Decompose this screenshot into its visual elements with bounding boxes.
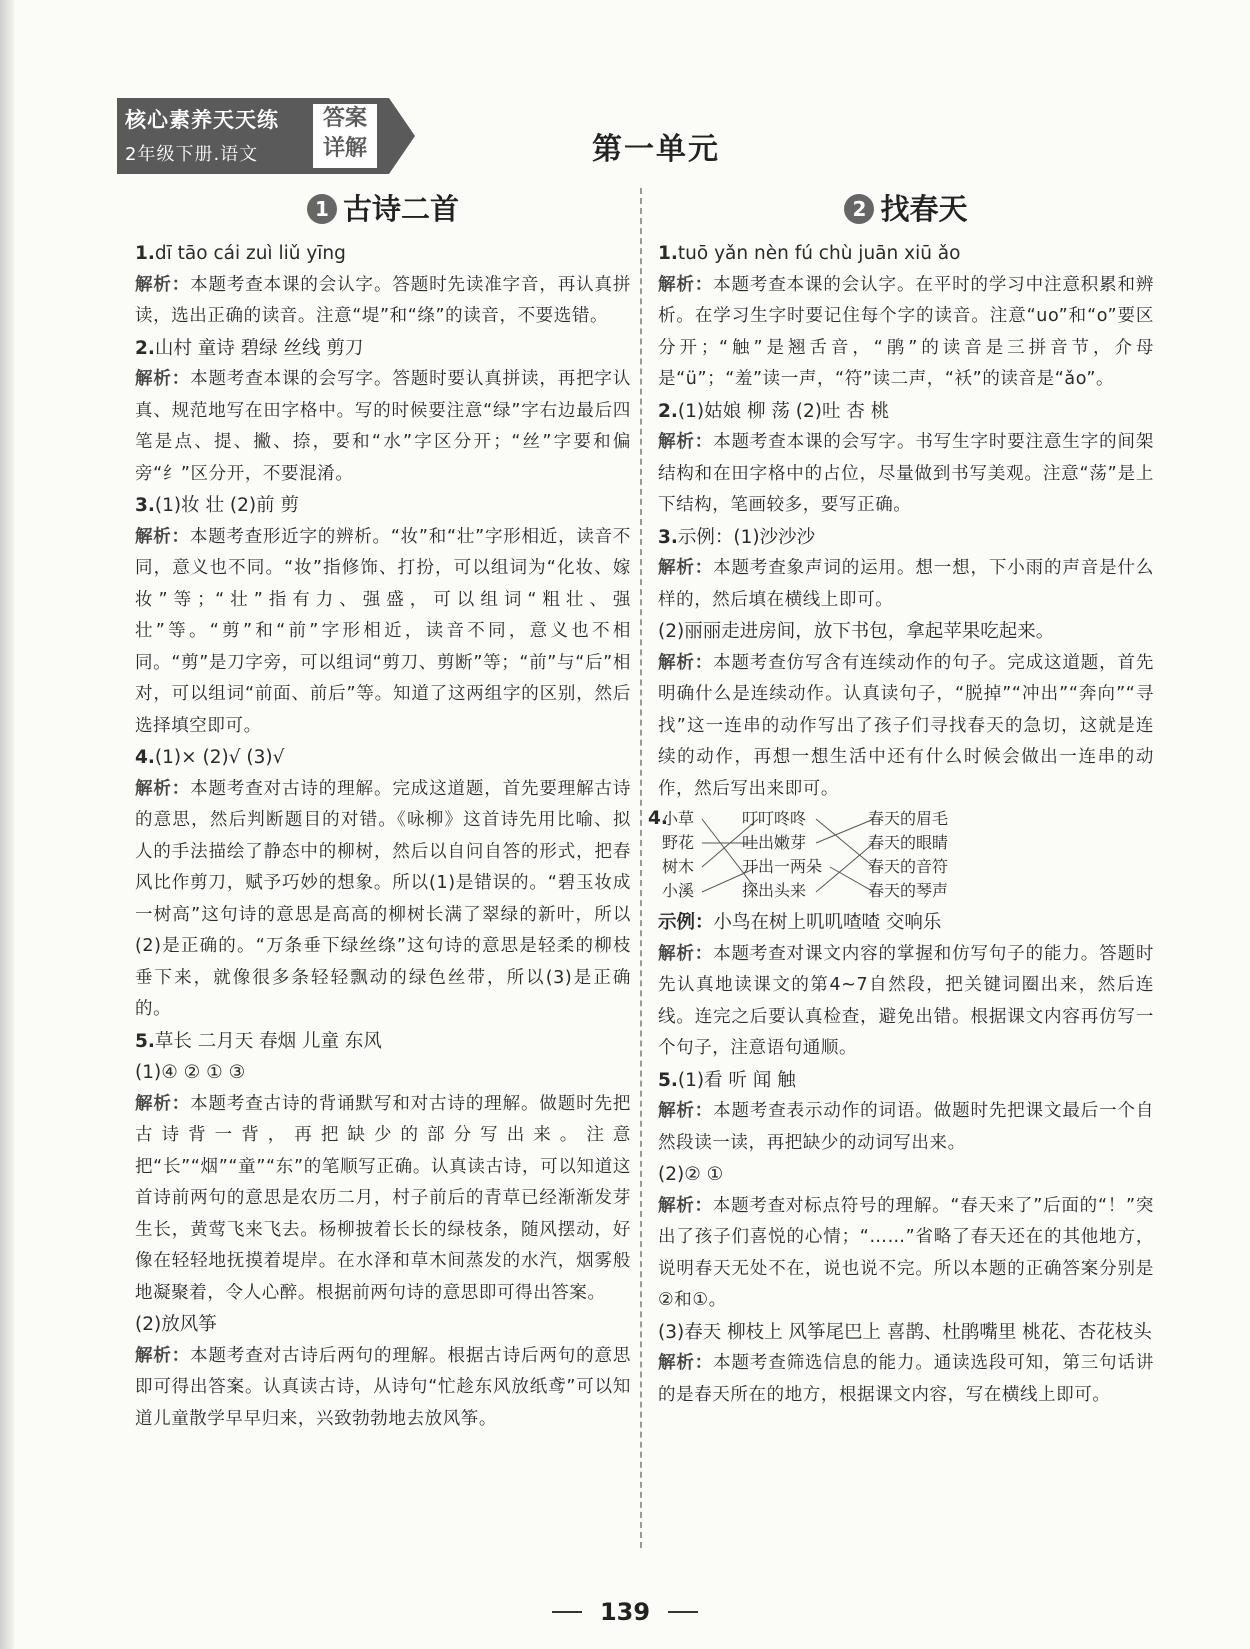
analysis-4	[658, 939, 1154, 1065]
analysis-tag: 解析：	[135, 369, 191, 389]
analysis-2	[658, 427, 1154, 522]
match-left-item: 野花	[662, 833, 695, 852]
analysis-text: 本题考查本课的会写字。书写生字时要注意生字的间架结构和在田字格中的占位，尽量做到书写美观。注意“荡”是上下结构，笔画较多，要写正确。	[658, 432, 1154, 515]
brand-banner	[117, 98, 415, 174]
analysis-5-2	[658, 1191, 1154, 1317]
analysis-tag: 解析：	[658, 274, 714, 295]
matching-exercise	[648, 807, 1154, 907]
analysis-tag: 解析：	[135, 778, 191, 799]
analysis-5-2	[135, 1341, 631, 1436]
analysis-text: 本题考查对标点符号的理解。“春天来了”后面的“！”突出了孩子们喜悦的心情；“……”省略了春天还在的其他地方，说明春天无处不在，说也说不完。所以本题的正确答案分别是②和①。	[658, 1195, 1154, 1310]
question-5-part-2: (2)② ①	[658, 1164, 724, 1185]
question-answer: (1)看 听 闻 触	[677, 1069, 796, 1091]
analysis-tag: 解析：	[658, 1195, 713, 1216]
match-line	[816, 819, 874, 843]
analysis-5-3	[658, 1348, 1154, 1411]
analysis-tag: 解析：	[658, 432, 714, 452]
question-answer: 示例：(1)沙沙沙	[677, 526, 816, 548]
match-line	[816, 843, 874, 892]
brand-subtitle: 2年级下册.语文	[125, 144, 259, 165]
question-answer: 山村 童诗 碧绿 丝线 剪刀	[154, 337, 364, 359]
page-footer	[0, 1598, 1250, 1626]
analysis-text: 本题考查象声词的运用。想一想，下小雨的声音是什么样的，然后填在横线上即可。	[658, 558, 1154, 610]
analysis-2	[135, 364, 631, 490]
question-5-part-3: (3)春天 柳枝上 风筝尾巴上 喜鹊、杜鹃嘴里 桃花、杏花枝头	[658, 1321, 1152, 1343]
footer-dash-left	[552, 1611, 582, 1613]
question-number: 2.	[135, 337, 155, 359]
analysis-tag: 解析：	[135, 526, 190, 547]
match-right-item: 春天的眼睛	[868, 833, 949, 852]
analysis-3	[135, 522, 631, 743]
analysis-3-2	[658, 648, 1154, 806]
analysis-text: 本题考查形近字的辨析。“妆”和“壮”字形相近，读音不同，意义也不同。“妆”指修饰、打扮，可以组词为“化妆、嫁妆”等；“壮”指有力、强盛，可以组词“粗壮、强壮”等。“剪”和“前”字形相近，读音不同，意义也不相同。“剪”是刀字旁，可以组词“剪刀、剪断”等；“前”与“后”相对，可以组词“前面、前后”等。知道了这两组字的区别，然后选择填空即可。	[135, 526, 631, 736]
lesson-title-2	[658, 186, 1154, 232]
analysis-1	[135, 270, 631, 333]
analysis-text: 本题考查本课的会认字。在平时的学习中注意积累和辨析。在学习生字时要记住每个字的读音。注意“uo”和“o”要区分开；“触”是翘舌音，“鹃”的读音是三拼音节，介母是“ü”；“羞”读一声，“符”读二声，“袄”的读音是“ǎo”。	[658, 274, 1154, 389]
analysis-text: 本题考查仿写含有连续动作的句子。完成这道题，首先明确什么是连续动作。认真读句子，“脱掉”“冲出”“奔向”“寻找”这一连串的动作写出了孩子们寻找春天的急切，这就是连续的动作，再想一想生活中还有什么时候会做出一连串的动作，然后写出来即可。	[658, 652, 1154, 799]
question-1	[135, 238, 631, 270]
question-answer: (1)× (2)√ (3)√	[154, 747, 285, 768]
analysis-1	[658, 270, 1154, 396]
analysis-5-1	[135, 1089, 631, 1310]
question-5-part-2: (2)放风筝	[135, 1314, 217, 1335]
question-3-part-2: (2)丽丽走进房间，放下书包，拿起苹果吃起来。	[658, 621, 1055, 642]
right-column	[648, 186, 1154, 1411]
analysis-3-1	[658, 553, 1154, 616]
question-3	[658, 522, 1154, 554]
match-mid-item: 吐出嫩芽	[742, 833, 807, 852]
analysis-text: 本题考查对古诗的理解。完成这道题，首先要理解古诗的意思，然后判断题目的对错。《咏柳》这首诗先用比喻、拟人的手法描绘了静态中的柳树，然后以自问自答的形式，把春风比作剪刀，赋予巧妙的想象。所以(1)是错误的。“碧玉妆成一树高”这句诗的意思是高高的柳树长满了翠绿的新叶，所以(2)是正确的。“万条垂下绿丝绦”这句诗的意思是轻柔的柳枝垂下来，就像很多条轻轻飘动的绿色丝带，所以(3)是正确的。	[135, 778, 631, 1019]
analysis-text: 本题考查对古诗后两句的理解。根据古诗后两句的意思即可得出答案。认真读古诗，从诗句“忙趁东风放纸鸢”可以知道儿童散学早早归来，兴致勃勃地去放风筝。	[135, 1345, 631, 1429]
answer-badge-top: 答案	[322, 106, 367, 131]
lesson-title-text: 找春天	[880, 192, 968, 226]
question-number: 5.	[135, 1030, 155, 1052]
analysis-text: 本题考查本课的会认字。答题时先读准字音，再认真拼读，选出正确的读音。注意“堤”和“绦”的读音，不要选错。	[135, 274, 631, 326]
question-number: 3.	[658, 526, 678, 548]
question-answer: tuō yǎn nèn fú chù juān xiū ǎo	[677, 243, 961, 264]
analysis-text: 本题考查本课的会写字。答题时要认真拼读，再把字认真、规范地写在田字格中。写的时候要注意“绿”字右边最后四笔是点、提、撇、捺，要和“水”字区分开；“丝”字要和偏旁“纟”区分开，不要混淆。	[135, 369, 631, 484]
lesson-number-badge: 1	[307, 194, 337, 224]
analysis-tag: 解析：	[658, 1101, 714, 1121]
analysis-4	[135, 774, 631, 1026]
page-edge-shadow	[0, 0, 14, 1649]
example-tag: 示例：	[658, 912, 714, 933]
analysis-tag: 解析：	[658, 652, 714, 673]
question-number: 4.	[135, 747, 155, 768]
brand-arrow	[389, 98, 415, 174]
match-mid-item: 探出头来	[742, 881, 807, 900]
question-answer: (1)妆 壮 (2)前 剪	[154, 495, 299, 516]
question-number: 1.	[135, 243, 155, 264]
analysis-text: 本题考查表示动作的词语。做题时先把课文最后一个自然段读一读，再把缺少的动词写出来。	[658, 1101, 1154, 1153]
question-2	[658, 396, 1154, 428]
question-answer: 草长 二月天 春烟 儿童 东风	[154, 1030, 382, 1052]
answer-badge-bottom: 详解	[322, 136, 367, 161]
analysis-text: 本题考查古诗的背诵默写和对古诗的理解。做题时先把古诗背一背，再把缺少的部分写出来。注意把“长”“烟”“童”“东”的笔顺写正确。认真读古诗，可以知道这首诗前两句的意思是农历二月，村子前后的青草已经渐渐发芽生长，黄莺飞来飞去。杨柳披着长长的绿枝条，随风摆动，好像在轻轻地抚摸着堤岸。在水泽和草木间蒸发的水汽，烟雾般地凝聚着，令人心醉。根据前两句诗的意思即可得出答案。	[135, 1093, 631, 1303]
lesson-title-1	[135, 186, 631, 232]
analysis-tag: 解析：	[658, 558, 714, 578]
page-number: 139	[599, 1598, 651, 1626]
unit-title: 第一单元	[592, 132, 720, 167]
question-4	[135, 742, 631, 774]
match-right-item: 春天的琴声	[868, 881, 949, 900]
question-5	[658, 1065, 1154, 1097]
match-left-item: 小草	[662, 809, 695, 828]
lesson-number-badge: 2	[844, 194, 874, 224]
question-1	[658, 238, 1154, 270]
match-mid-item: 开出一两朵	[742, 857, 823, 876]
analysis-tag: 解析：	[658, 943, 714, 964]
question-5-part-1: (1)④ ② ① ③	[135, 1062, 246, 1083]
match-line	[816, 819, 874, 867]
question-number: 1.	[658, 243, 678, 264]
lesson-title-text: 古诗二首	[342, 192, 459, 226]
question-number: 2.	[658, 400, 678, 422]
analysis-tag: 解析：	[135, 274, 191, 295]
question-2	[135, 333, 631, 365]
question-answer: (1)姑娘 柳 荡 (2)吐 杏 桃	[677, 400, 890, 422]
question-3	[135, 490, 631, 522]
match-right-item: 春天的眉毛	[868, 809, 949, 828]
column-divider	[640, 188, 643, 1548]
analysis-5-1	[658, 1096, 1154, 1159]
question-5	[135, 1026, 631, 1058]
match-mid-item: 叮叮咚咚	[742, 809, 807, 828]
question-number: 5.	[658, 1069, 678, 1091]
question-4-example	[658, 907, 1154, 939]
analysis-tag: 解析：	[135, 1093, 191, 1114]
question-answer: dī tāo cái zuì liǔ yīng	[154, 243, 346, 264]
match-left-item: 树木	[662, 857, 695, 876]
analysis-tag: 解析：	[658, 1353, 714, 1373]
answer-badge	[313, 104, 377, 168]
footer-dash-right	[668, 1611, 698, 1613]
analysis-tag: 解析：	[135, 1345, 191, 1366]
example-text: 小鸟在树上叽叽喳喳 交响乐	[713, 912, 942, 933]
match-right-item: 春天的音符	[868, 857, 949, 876]
match-left-item: 小溪	[662, 881, 695, 900]
question-number: 3.	[135, 495, 155, 516]
analysis-text: 本题考查对课文内容的掌握和仿写句子的能力。答题时先认真地读课文的第4~7自然段，把关键词圈出来，然后连线。连完之后要认真检查，避免出错。根据课文内容再仿写一个句子，注意语句通顺。	[658, 943, 1154, 1058]
question-number: 4.	[648, 808, 668, 829]
brand-title: 核心素养天天练	[125, 108, 279, 132]
analysis-text: 本题考查筛选信息的能力。通读选段可知，第三句话讲的是春天所在的地方，根据课文内容，写在横线上即可。	[658, 1353, 1154, 1405]
left-column	[135, 186, 631, 1435]
